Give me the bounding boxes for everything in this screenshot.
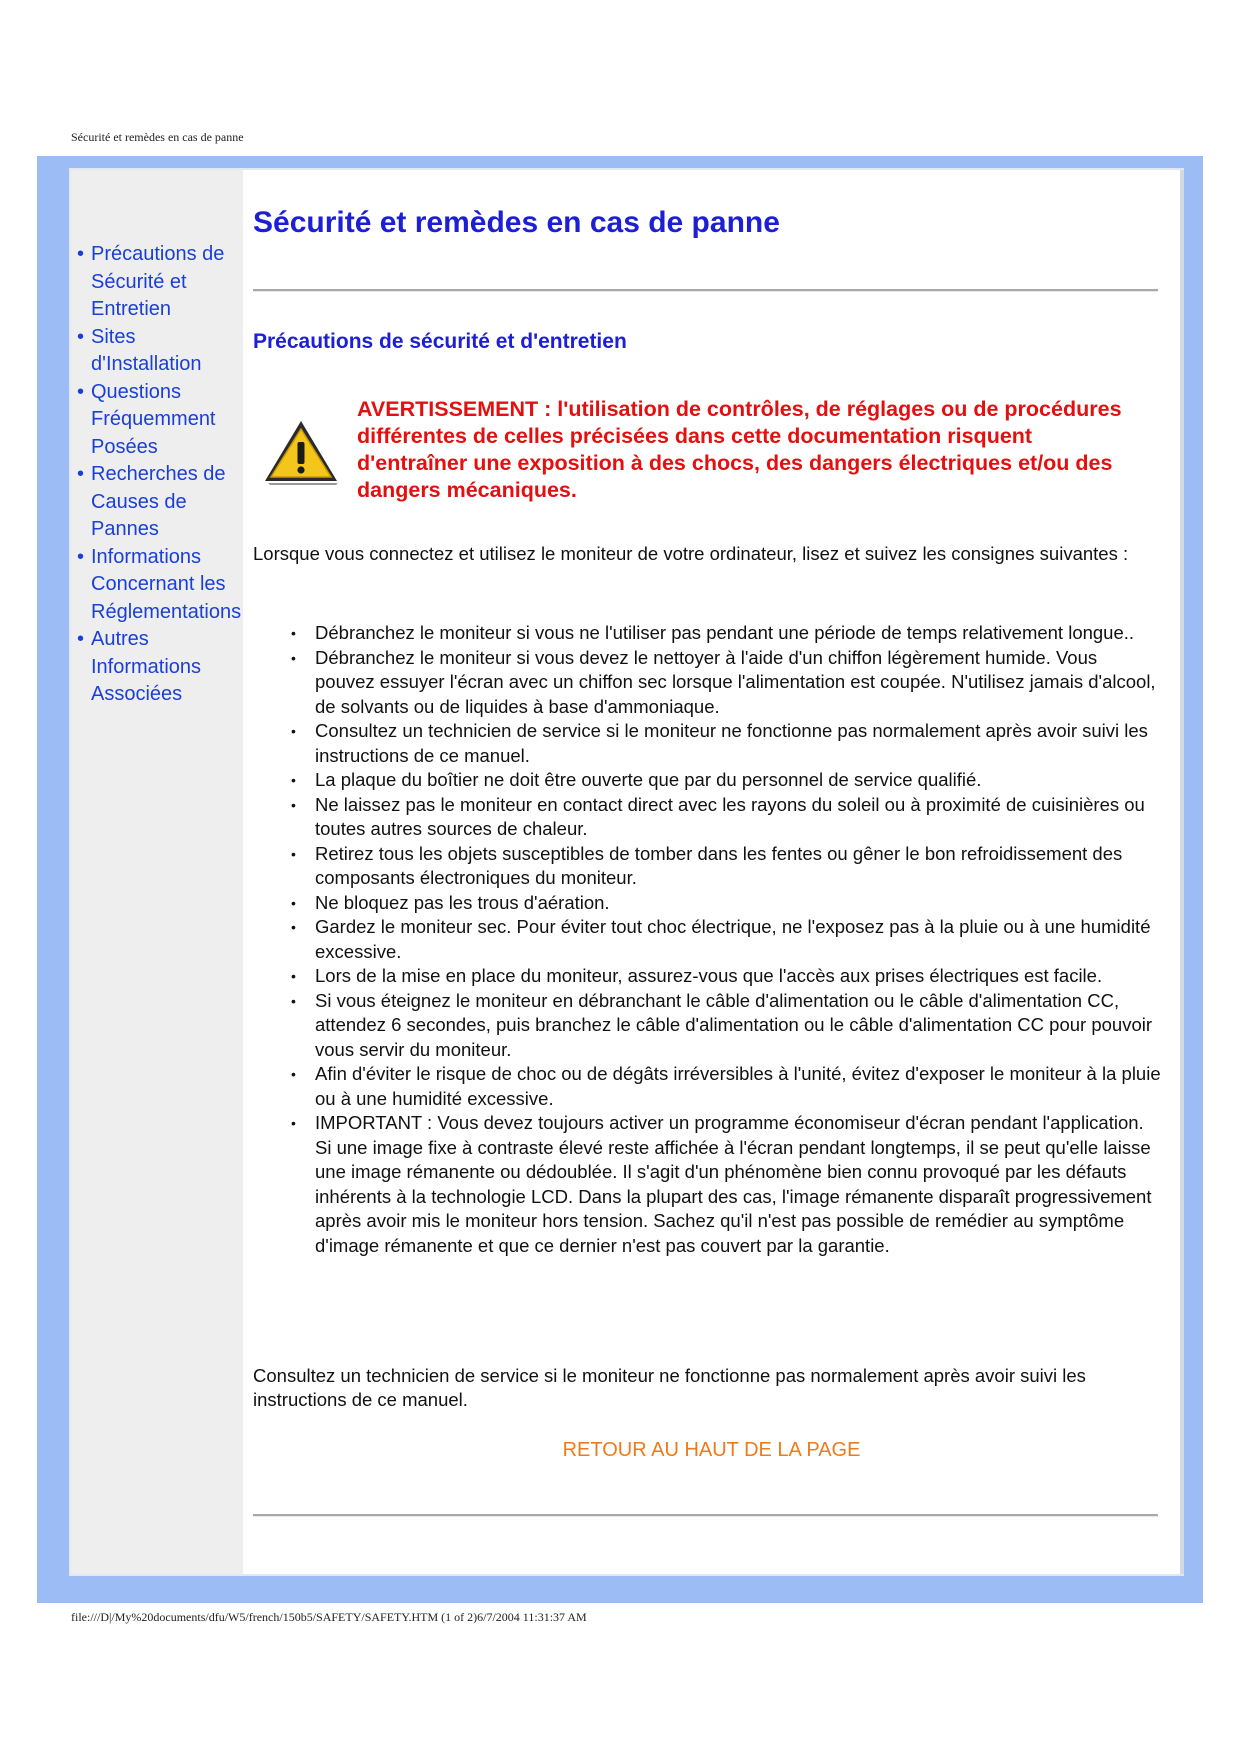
sidebar-item-troubleshooting[interactable]	[77, 461, 252, 544]
frame-right-strip	[1180, 170, 1184, 1574]
list-item: • La plaque du boîtier ne doit être ouverte que par du personnel de service qualifié.	[291, 768, 1161, 793]
page-title: Sécurité et remèdes en cas de panne	[253, 206, 780, 239]
list-item: • Ne laissez pas le moniteur en contact direct avec les rayons du soleil ou à proximité de cuisinières ou toutes autres sources de chaleur.	[291, 793, 1161, 842]
safety-list	[291, 621, 1161, 1258]
intro-text: Lorsque vous connectez et utilisez le moniteur de votre ordinateur, lisez et suivez les consignes suivantes :	[253, 543, 1129, 564]
sidebar-item-line[interactable]: Pannes	[91, 518, 159, 540]
print-header: Sécurité et remèdes en cas de panne	[71, 130, 244, 144]
list-item: • Consultez un technicien de service si le moniteur ne fonctionne pas normalement après avoir suivi les instructions de ce manuel.	[291, 719, 1161, 768]
sidebar-item-line[interactable]: Fréquemment	[91, 408, 216, 430]
sidebar-item-line[interactable]: Associées	[91, 683, 183, 705]
sidebar-item-precautions[interactable]	[77, 241, 252, 324]
sidebar-item-line[interactable]: Concernant les	[91, 573, 226, 595]
list-item: • Si vous éteignez le moniteur en débranchant le câble d'alimentation ou le câble d'alimentation CC, attendez 6 secondes, puis branchez le câble d'alimentation ou le câble d'alimentation CC pour pouvoir vous servir du moniteur.	[291, 989, 1161, 1063]
sidebar-item-line[interactable]: Entretien	[91, 298, 172, 320]
list-item: • Lors de la mise en place du moniteur, assurez-vous que l'accès aux prises électriques est facile.	[291, 964, 1161, 989]
sidebar-item-line[interactable]: Posées	[91, 435, 158, 458]
list-item: • Ne bloquez pas les trous d'aération.	[291, 891, 1161, 916]
section-title: Précautions de sécurité et d'entretien	[253, 330, 627, 353]
sidebar-item-line[interactable]: Sécurité et	[91, 270, 187, 293]
sidebar-item-line[interactable]: • Questions	[91, 380, 182, 403]
sidebar-item-installation[interactable]	[77, 324, 252, 379]
sidebar-item-other-info[interactable]	[77, 626, 252, 709]
sidebar-item-line[interactable]: • Recherches de	[91, 463, 226, 485]
sidebar-item-line[interactable]: d'Installation	[91, 353, 202, 375]
sidebar-item-line[interactable]: • Précautions de	[91, 243, 225, 265]
print-footer: file:///D|/My%20documents/dfu/W5/french/150b5/SAFETY/SAFETY.HTM (1 of 2)6/7/2004 11:31:37 AM	[71, 1610, 587, 1624]
sidebar-item-line[interactable]: • Autres	[91, 628, 149, 650]
back-to-top-container	[243, 1439, 1180, 1462]
warning-text: AVERTISSEMENT : l'utilisation de contrôles, de réglages ou de procédures différentes de celles précisées dans cette documentation risquent d'entraîner une exposition à des chocs, des dangers électriques et/ou des dangers mécaniques.	[357, 397, 1122, 502]
list-item: • IMPORTANT : Vous devez toujours activer un programme économiseur d'écran pendant l'application. Si une image fixe à contraste élevé reste affichée à l'écran pendant longtemps, il se peut qu'elle laisse une image rémanente ou dédoublée. Il s'agit d'un phénomène bien connu provoqué par les défauts inhérents à la technologie LCD. Dans la plupart des cas, l'image rémanente disparaît progressivement après avoir mis le moniteur hors tension. Sachez qu'il n'est pas possible de remédier au symptôme d'image rémanente et que ce dernier n'est pas couvert par la garantie.	[291, 1111, 1161, 1258]
sidebar-nav	[77, 241, 252, 709]
sidebar-item-line[interactable]: Informations	[91, 655, 202, 678]
sidebar-item-line[interactable]: Réglementations	[91, 600, 242, 623]
outro-text: Consultez un technicien de service si le moniteur ne fonctionne pas normalement après avoir suivi les instructions de ce manuel.	[253, 1365, 1086, 1410]
sidebar-item-line[interactable]: • Sites	[91, 325, 136, 348]
warning-triangle-icon	[262, 418, 340, 486]
sidebar-item-line[interactable]: Causes de	[91, 490, 187, 513]
list-item: • Gardez le moniteur sec. Pour éviter tout choc électrique, ne l'exposez pas à la pluie ou à une humidité excessive.	[291, 915, 1161, 964]
list-item: • Débranchez le moniteur si vous ne l'utiliser pas pendant une période de temps relativement longue..	[291, 621, 1161, 646]
divider-top	[253, 289, 1158, 292]
sidebar-item-line[interactable]: • Informations	[91, 545, 202, 568]
list-item: • Afin d'éviter le risque de choc ou de dégâts irréversibles à l'unité, évitez d'exposer le moniteur à la pluie ou à une humidité excessive.	[291, 1062, 1161, 1111]
list-item: • Débranchez le moniteur si vous devez le nettoyer à l'aide d'un chiffon légèrement humide. Vous pouvez essuyer l'écran avec un chiffon sec lorsque l'alimentation est coupée. N'utilisez jamais d'alcool, de solvants ou de liquides à base d'ammoniaque.	[291, 646, 1161, 720]
sidebar-item-faq[interactable]	[77, 379, 252, 462]
divider-bottom	[253, 1514, 1158, 1517]
back-to-top-link[interactable]: RETOUR AU HAUT DE LA PAGE	[562, 1439, 861, 1461]
list-item: • Retirez tous les objets susceptibles de tomber dans les fentes ou gêner le bon refroidissement des composants électroniques du moniteur.	[291, 842, 1161, 891]
sidebar-item-regulatory[interactable]	[77, 544, 252, 627]
